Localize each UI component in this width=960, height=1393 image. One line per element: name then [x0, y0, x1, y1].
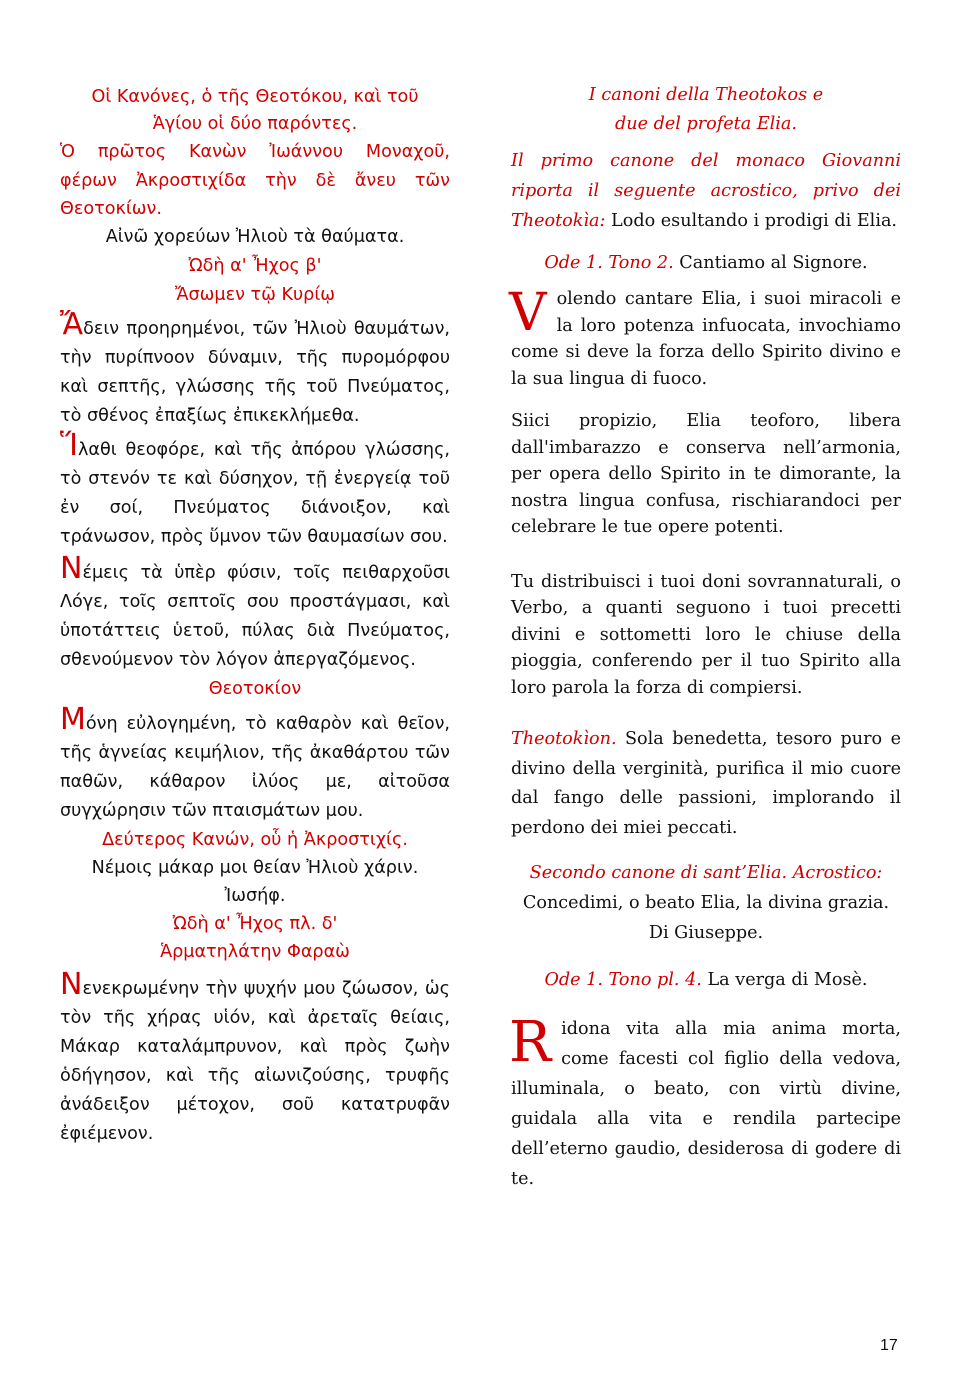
greek-intro-line2: φέρων Ἀκροστιχίδα τὴν δὲ ἄνευ τῶν: [60, 171, 450, 191]
italian-intro: Il primo canone del monaco Giovanni riporta il seguente acrostico, privo dei Theotokìa: Lodo esultando i prodigi di Elia.: [511, 151, 901, 231]
italian-second-canon: Secondo canone di sant’Elia. Acrostico:: [529, 863, 883, 883]
greek-hirmos2: Ἁρματηλάτην Φαραὼ: [160, 942, 350, 962]
greek-joseph: Ἰωσήφ.: [224, 886, 286, 906]
greek-second-canon: Δεύτερος Κανών, οὗ ἡ Ἀκροστιχίς.: [102, 830, 408, 850]
italian-troparion-4: Theotokìon. Sola benedetta, tesoro puro e divino della verginità, purifica il mio cuore dal fango delle passioni, implorando il perdono dei miei peccati.: [511, 729, 901, 838]
italian-troparion-1: Volendo cantare Elia, i suoi miracoli e la loro potenza infuocata, invochiamo come si deve la forza dello Spirito divino e la sua lingua di fuoco.: [509, 283, 901, 389]
italian-dropcap: R: [509, 1010, 552, 1075]
greek-theotokion-heading: Θεοτοκίον: [208, 679, 302, 699]
italian-title-line2: due del profeta Elia.: [614, 114, 797, 134]
greek-column: [60, 84, 450, 1149]
greek-troparion-3: Νέμεις τὰ ὑπὲρ φύσιν, τοῖς πειθαρχοῦσι Λόγε, τοῖς σεπτοῖς σου προστάγμασι, καὶ ὑποτάττεις ὑετοῦ, πύλας διὰ Πνεύματος, σθενούμενον τὸν λόγον ἀπεργαζόμενος.: [60, 551, 450, 670]
italian-ode1-heading: Ode 1. Tono 2. Cantiamo al Signore.: [544, 253, 868, 273]
page-number: 17: [880, 1337, 898, 1354]
greek-troparion-4: Μόνη εὐλογημένη, τὸ καθαρὸν καὶ θεῖον, τῆς ἁγνείας κειμήλιον, τῆς ἀκαθάρτου τῶν παθῶν, κάθαρον ἰλύος με, αἰτοῦσα συγχώρησιν τῶν πταισμάτων μου.: [60, 702, 450, 821]
greek-initial: Ν: [60, 551, 83, 586]
greek-hirmos1: Ἄσωμεν τῷ Κυρίῳ: [174, 285, 336, 305]
greek-initial: Ἵ: [60, 428, 78, 463]
greek-ode1-heading: Ὠδὴ α' Ἦχος β': [188, 256, 322, 276]
greek-troparion-2: Ἵλαθι θεοφόρε, καὶ τῆς ἀπόρου γλώσσης, τὸ στενόν τε καὶ δύσηχον, τῇ ἐνεργείᾳ τοῦ ἐν σοί, Πνεύματος διάνοιξον, καὶ τράνωσον, πρὸς ὕμνον τῶν θαυμασίων σου.: [60, 428, 450, 547]
italian-column: [511, 81, 901, 1194]
greek-troparion-1: Ἄδειν προηρημένοι, τῶν Ἠλιοὺ θαυμάτων, τὴν πυρίπνοον δύναμιν, τῆς πυρομόρφου καὶ σεπτῆς, γλώσσης τῆς τοῦ Πνεύματος, τὸ σθένος ἐπαξίως ἐπικεκλήμεθα.: [60, 307, 450, 426]
greek-initial: Ν: [60, 967, 83, 1002]
greek-title-line2: Ἁγίου οἱ δύο παρόντες.: [152, 114, 358, 134]
italian-troparion-5: Ridona vita alla mia anima morta, come facesti col figlio della vedova, illuminala, o beato, con virtù divine, guidala alla vita e rendila partecipe dell’eterno gaudio, desiderosa di godere di te.: [509, 1010, 901, 1189]
greek-troparion-5: Νενεκρωμένην τὴν ψυχήν μου ζώωσον, ὡς τὸν τῆς χήρας υἱόν, καὶ ἀρεταῖς θείαις, Μάκαρ καταλάμπρυνον, καὶ πρὸς ζωὴν ὁδήγησον, καὶ τῆς αἰωνιζούσης, τρυφῆς ἀνάδειξον μέτοχον, σοῦ κατατρυφᾶν ἐφιέμενον.: [60, 967, 450, 1144]
greek-initial: Μ: [60, 702, 86, 737]
italian-title-line1: I canoni della Theotokos e: [588, 85, 824, 105]
italian-dropcap: V: [509, 283, 547, 343]
greek-intro-line3: Θεοτοκίων.: [60, 199, 162, 219]
greek-title-line1: Οἱ Κανόνες, ὁ τῆς Θεοτόκου, καὶ τοῦ: [91, 87, 419, 107]
greek-acrostic: Αἰνῶ χορεύων Ἠλιοὺ τὰ θαύματα.: [105, 227, 405, 247]
italian-troparion-2: Siici propizio, Elia teoforo, libera dall'imbarazzo e conserva nell’armonia, per opera dello Spirito in te dimorante, la nostra lingua confusa, rischiarandoci per celebrare le tue opere potenti.: [511, 411, 901, 537]
greek-initial: Ἄ: [60, 307, 84, 342]
italian-acrostic2: Concedimi, o beato Elia, la divina grazia.: [522, 893, 890, 913]
italian-joseph: Di Giuseppe.: [648, 923, 764, 943]
greek-intro-line1: Ὁ πρῶτος Κανὼν Ἰωάννου Μοναχοῦ,: [60, 142, 450, 162]
italian-troparion-3: Tu distribuisci i tuoi doni sovrannaturali, o Verbo, a quanti seguono i tuoi precetti divini e sottometti loro le chiuse della pioggia, conferendo per il tuo Spirito alla loro parola la forza di compiersi.: [511, 571, 901, 698]
greek-acrostic2: Νέμοις μάκαρ μοι θείαν Ἠλιοὺ χάριν.: [91, 858, 419, 878]
italian-ode2-heading: Ode 1. Tono pl. 4. La verga di Mosè.: [544, 970, 868, 990]
greek-ode2-heading: Ὠδὴ α' Ἦχος πλ. δ': [172, 914, 338, 934]
